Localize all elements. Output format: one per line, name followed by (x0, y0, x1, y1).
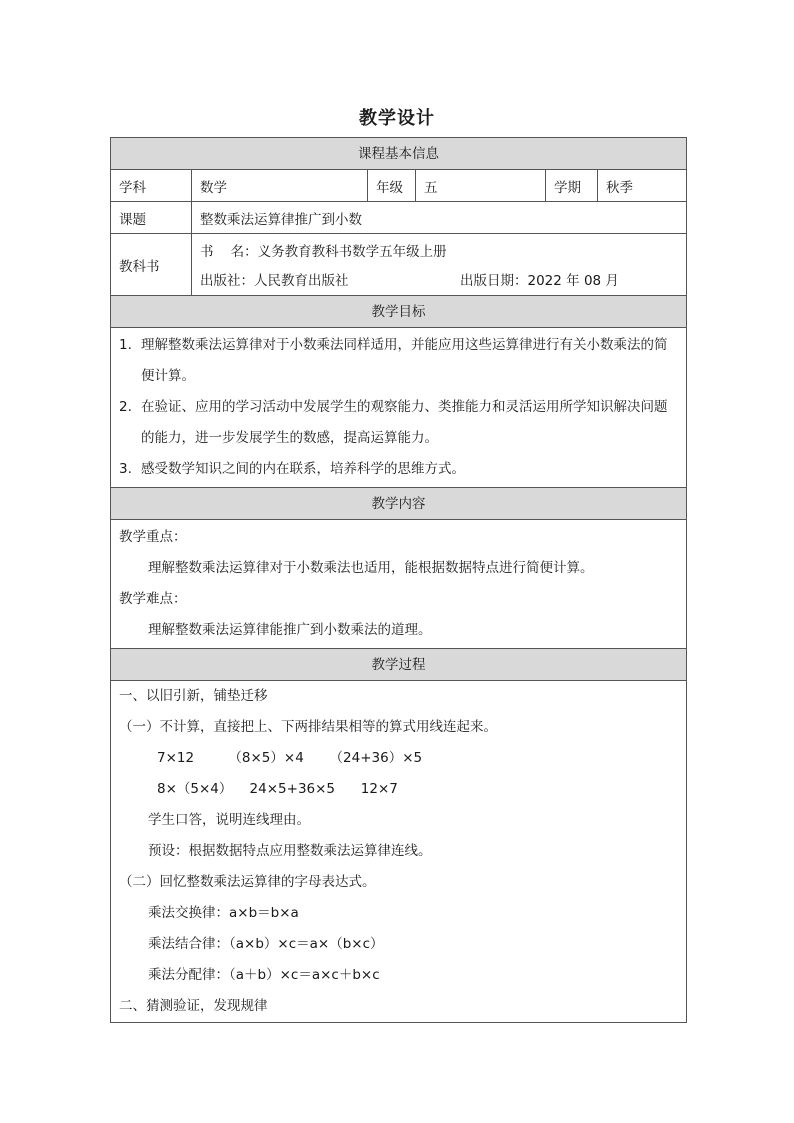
objective-text: 在验证、应用的学习活动中发展学生的观察能力、类推能力和灵活运用所学知识解决问题的能力，进一步发展学生的数感，提高运算能力。 (141, 399, 668, 446)
difficulty-text: 理解整数乘法运算律能推广到小数乘法的道理。 (148, 622, 432, 638)
topic-label: 课题 (111, 202, 192, 233)
grade-label: 年级 (368, 170, 416, 201)
textbook-label: 教科书 (111, 234, 192, 295)
law-associative: 乘法结合律：（a×b）×c＝a×（b×c） (148, 936, 384, 952)
key-point-text: 理解整数乘法运算律对于小数乘法也适用，能根据数据特点进行简便计算。 (148, 560, 594, 576)
difficulty-label: 教学难点： (119, 591, 187, 607)
section-two-title: 二、猜测验证，发现规律 (119, 998, 268, 1014)
objective-item (119, 392, 678, 454)
objective-text: 感受数学知识之间的内在联系，培养科学的思维方式。 (141, 461, 465, 477)
term-value: 秋季 (606, 179, 633, 196)
publisher-value: 人民教育出版社 (254, 272, 349, 289)
key-point-label: 教学重点： (119, 529, 187, 545)
topic-value: 整数乘法运算律推广到小数 (200, 211, 362, 228)
preset-note: 预设：根据数据特点应用整数乘法运算律连线。 (148, 843, 432, 859)
expression-row-1: 7×12 （8×5）×4 （24+36）×5 (157, 750, 423, 766)
subject-grade-term-row (111, 170, 686, 202)
objective-number: 3. (119, 461, 132, 477)
objectives-body (111, 328, 686, 488)
subject-label: 学科 (111, 170, 192, 201)
pub-date (460, 269, 619, 289)
objective-number: 2. (119, 399, 132, 415)
law-commutative: 乘法交换律：a×b＝b×a (148, 905, 299, 921)
content-body (111, 520, 686, 649)
process-header: 教学过程 (111, 649, 686, 681)
law-distributive: 乘法分配律：（a＋b）×c＝a×c＋b×c (148, 967, 380, 983)
pub-date-value: 2022 年 08 月 (527, 272, 619, 289)
publisher-label: 出版社： (200, 272, 254, 289)
grade-value: 五 (416, 170, 546, 201)
pub-date-label: 出版日期： (460, 272, 528, 289)
sub-one-title: （一）不计算，直接把上、下两排结果相等的算式用线连起来。 (119, 719, 497, 735)
textbook-details (192, 234, 686, 295)
basic-info-header: 课程基本信息 (111, 138, 686, 170)
sub-two-title: （二）回忆整数乘法运算律的字母表达式。 (119, 874, 376, 890)
publisher-line (200, 269, 686, 289)
content-header: 教学内容 (111, 488, 686, 520)
objectives-header: 教学目标 (111, 296, 686, 328)
student-answer: 学生口答，说明连线理由。 (148, 812, 310, 828)
objective-item (119, 454, 678, 485)
term-label: 学期 (546, 170, 598, 201)
subject-value: 数学 (192, 170, 368, 201)
book-name-value: 义务教育教科书数学五年级上册 (257, 244, 447, 261)
objective-text: 理解整数乘法运算律对于小数乘法同样适用，并能应用这些运算律进行有关小数乘法的简便计算。 (141, 337, 668, 384)
book-name-line (200, 240, 686, 260)
document-title: 教学设计 (359, 108, 435, 129)
section-one-title: 一、以旧引新，铺垫迁移 (119, 688, 268, 704)
objective-number: 1. (119, 337, 132, 353)
book-name-label: 书 名： (200, 244, 258, 261)
textbook-row (111, 234, 686, 296)
topic-row (111, 202, 686, 234)
process-body (111, 681, 686, 1023)
objective-item (119, 330, 678, 392)
lesson-plan-table (110, 137, 687, 1023)
expression-row-2: 8×（5×4） 24×5+36×5 12×7 (157, 781, 398, 797)
